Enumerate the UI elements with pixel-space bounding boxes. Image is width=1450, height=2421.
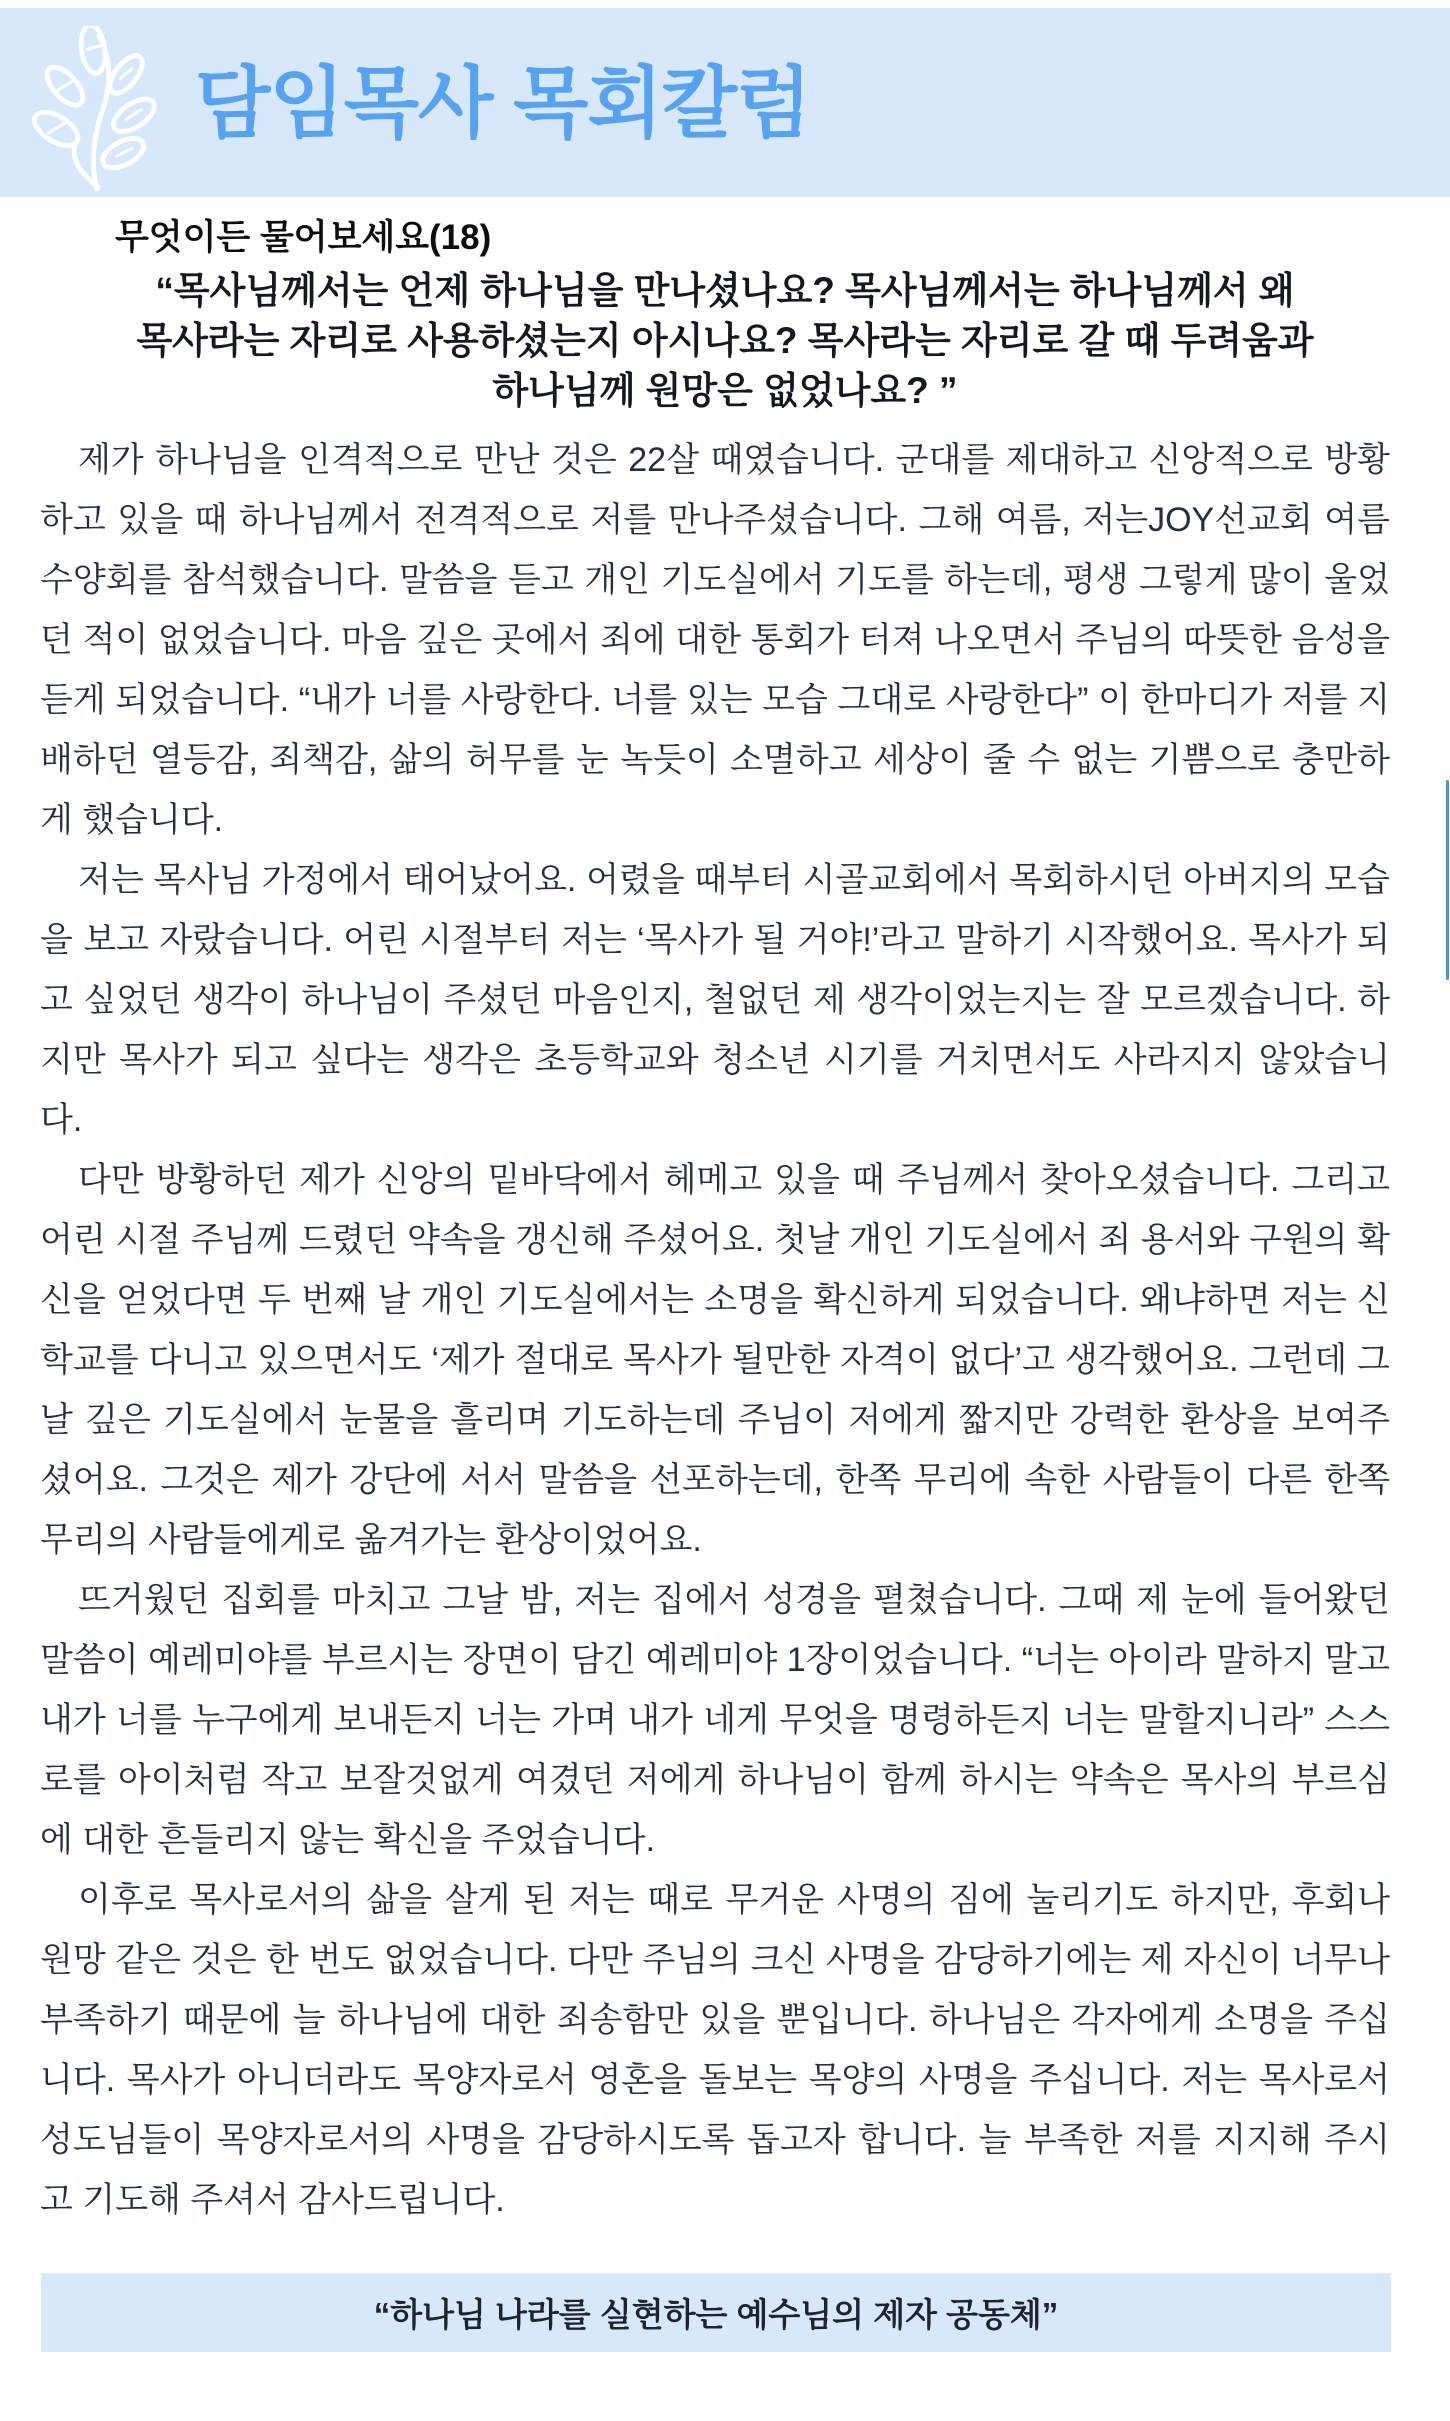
paragraph-1: 제가 하나님을 인격적으로 만난 것은 22살 때였습니다. 군대를 제대하고 신앙적으로 방황하고 있을 때 하나님께서 전격적으로 저를 만나주셨습니다. 그해 여름, 저는JOY선교회 여름수양회를 참석했습니다. 말씀을 듣고 개인 기도실에서 기도를 하는데, 평생 그렇게 많이 울었던 적이 없었습니다. 마음 깊은 곳에서 죄에 대한 통회가 터져 나오면서 주님의 따뜻한 음성을 듣게 되었습니다. “내가 너를 사랑한다. 너를 있는 모습 그대로 사랑한다” 이 한마디가 저를 지배하던 열등감, 죄책감, 삶의 허무를 눈 녹듯이 소멸하고 세상이 줄 수 없는 기쁨으로 충만하게 했습니다. bbox=[40, 441, 1390, 839]
header-band bbox=[0, 8, 1450, 197]
paragraph-2: 저는 목사님 가정에서 태어났어요. 어렸을 때부터 시골교회에서 목회하시던 아버지의 모습을 보고 자랐습니다. 어린 시절부터 저는 ‘목사가 될 거야!’라고 말하기 시작했어요. 목사가 되고 싶었던 생각이 하나님이 주셨던 마음인지, 철없던 제 생각이었는지는 잘 모르겠습니다. 하지만 목사가 되고 싶다는 생각은 초등학교와 청소년 시기를 거치면서도 사라지지 않았습니다. bbox=[40, 861, 1390, 1139]
question-block bbox=[75, 266, 1375, 416]
footer-motto: “하나님 나라를 실현하는 예수님의 제자 공동체” bbox=[373, 2296, 1059, 2333]
question-line-2: 목사라는 자리로 사용하셨는지 아시나요? 목사라는 자리로 갈 때 두려움과 bbox=[136, 320, 1314, 361]
paragraph-4: 뜨거웠던 집회를 마치고 그날 밤, 저는 집에서 성경을 펼쳤습니다. 그때 제 눈에 들어왔던 말씀이 예레미야를 부르시는 장면이 담긴 예레미야 1장이었습니다. “너는 아이라 말하지 말고 내가 너를 누구에게 보내든지 너는 가며 내가 네게 무엇을 명령하든지 너는 말할지니라” 스스로를 아이처럼 작고 보잘것없게 여겼던 저에게 하나님이 함께 하시는 약속은 목사의 부르심에 대한 흔들리지 않는 확신을 주었습니다. bbox=[40, 1581, 1390, 1859]
column-body bbox=[40, 430, 1390, 2230]
paragraph-3: 다만 방황하던 제가 신앙의 밑바닥에서 헤메고 있을 때 주님께서 찾아오셨습니다. 그리고 어린 시절 주님께 드렸던 약속을 갱신해 주셨어요. 첫날 개인 기도실에서 죄 용서와 구원의 확신을 얻었다면 두 번째 날 개인 기도실에서는 소명을 확신하게 되었습니다. 왜냐하면 저는 신학교를 다니고 있으면서도 ‘제가 절대로 목사가 될만한 자격이 없다’고 생각했어요. 그런데 그날 깊은 기도실에서 눈물을 흘리며 기도하는데 주님이 저에게 짧지만 강력한 환상을 보여주셨어요. 그것은 제가 강단에 서서 말씀을 선포하는데, 한쪽 무리에 속한 사람들이 다른 한쪽 무리의 사람들에게로 옮겨가는 환상이었어요. bbox=[40, 1161, 1390, 1559]
footer-band bbox=[41, 2273, 1391, 2352]
scrollbar-thumb[interactable] bbox=[1446, 780, 1449, 980]
leaf-branch-icon bbox=[28, 26, 166, 191]
column-subtitle: 무엇이든 물어보세요(18) bbox=[115, 218, 492, 257]
paragraph-5: 이후로 목사로서의 삶을 살게 된 저는 때로 무거운 사명의 짐에 눌리기도 하지만, 후회나 원망 같은 것은 한 번도 없었습니다. 다만 주님의 크신 사명을 감당하기에는 제 자신이 너무나 부족하기 때문에 늘 하나님에 대한 죄송함만 있을 뿐입니다. 하나님은 각자에게 소명을 주십니다. 목사가 아니더라도 목양자로서 영혼을 돌보는 목양의 사명을 주십니다. 저는 목사로서 성도님들이 목양자로서의 사명을 감당하시도록 돕고자 합니다. 늘 부족한 저를 지지해 주시고 기도해 주셔서 감사드립니다. bbox=[40, 1881, 1390, 2219]
question-line-1: “목사님께서는 언제 하나님을 만나셨나요? 목사님께서는 하나님께서 왜 bbox=[155, 270, 1295, 311]
question-line-3: 하나님께 원망은 없었나요? ” bbox=[492, 370, 958, 411]
page-title: 담임목사 목회칼럼 bbox=[195, 58, 811, 147]
